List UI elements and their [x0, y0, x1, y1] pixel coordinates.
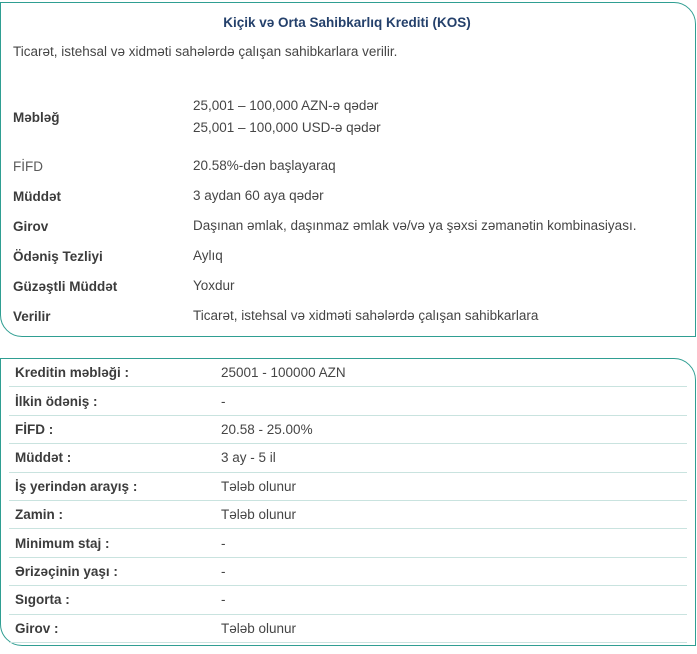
- detail-label: Minimum staj :: [15, 535, 110, 551]
- detail-label: Girov :: [15, 620, 59, 636]
- detail-label: Sıgorta :: [15, 592, 70, 608]
- detail-value: Tələb olunur: [221, 478, 297, 494]
- spec-value-line: 25,001 – 100,000 AZN-ə qədər: [193, 98, 379, 113]
- spec-value: Daşınan əmlak, daşınmaz əmlak və/və ya şəxsi zəmanətin kombinasiyası.: [193, 218, 637, 233]
- spec-label: Müddət: [13, 188, 61, 204]
- detail-row-fifd: [9, 416, 687, 444]
- spec-row-collateral: [13, 215, 681, 237]
- loan-spec-list: [13, 95, 681, 327]
- detail-row-term: [9, 444, 687, 472]
- detail-label: Müddət :: [15, 450, 72, 466]
- detail-row-collateral: [9, 615, 687, 643]
- detail-label: İş yerindən arayış :: [15, 478, 138, 494]
- detail-value: 25001 - 100000 AZN: [221, 365, 346, 381]
- detail-value: -: [221, 393, 226, 409]
- spec-label: Güzəştli Müddət: [13, 278, 118, 294]
- spec-label: Verilir: [13, 308, 51, 324]
- spec-value: 3 aydan 60 aya qədər: [193, 188, 324, 203]
- spec-row-fifd: [13, 155, 681, 177]
- spec-label: Girov: [13, 218, 49, 234]
- spec-label: FİFD: [13, 158, 43, 174]
- loan-title: Kiçik və Orta Sahibkarlıq Krediti (KOS): [223, 15, 471, 30]
- spec-value-line: 25,001 – 100,000 USD-ə qədər: [193, 120, 381, 135]
- spec-row-issued-to: [13, 305, 681, 327]
- spec-value: 20.58%-dən başlayaraq: [193, 158, 336, 173]
- detail-value: Tələb olunur: [221, 620, 297, 636]
- detail-value: Tələb olunur: [221, 507, 297, 523]
- detail-value: -: [221, 592, 226, 608]
- detail-row-credit-amount: [9, 359, 687, 387]
- detail-row-employment-certificate: [9, 473, 687, 501]
- spec-row-term: [13, 185, 681, 207]
- spec-label: Ödəniş Tezliyi: [13, 248, 103, 264]
- detail-label: Ərizəçinin yaşı :: [15, 563, 118, 579]
- detail-row-insurance: [9, 586, 687, 614]
- spec-value: Ticarət, istehsal və xidməti sahələrdə çalışan sahibkarlara: [193, 308, 539, 323]
- detail-row-applicant-age: [9, 558, 687, 586]
- spec-value: Aylıq: [193, 248, 223, 263]
- detail-row-guarantor: [9, 501, 687, 529]
- spec-row-grace-period: [13, 275, 681, 297]
- detail-label: FİFD :: [15, 421, 54, 437]
- detail-value: -: [221, 535, 226, 551]
- spec-label: Məbləğ: [13, 109, 60, 125]
- detail-row-down-payment: [9, 387, 687, 415]
- detail-label: Zamin :: [15, 507, 64, 523]
- spec-value: Yoxdur: [193, 278, 235, 293]
- loan-overview-panel: [0, 2, 696, 337]
- detail-value: -: [221, 563, 226, 579]
- detail-row-minimum-experience: [9, 529, 687, 557]
- detail-value: 3 ay - 5 il: [221, 450, 276, 466]
- loan-subtitle: Ticarət, istehsal və xidməti sahələrdə çalışan sahibkarlara verilir.: [13, 44, 398, 59]
- loan-details-panel: [0, 358, 696, 646]
- spec-row-payment-frequency: [13, 245, 681, 267]
- spec-value: [193, 95, 681, 139]
- detail-label: Kreditin məbləği :: [15, 365, 130, 381]
- spec-row-amount: [13, 95, 681, 139]
- detail-label: İlkin ödəniş :: [15, 393, 98, 409]
- detail-value: 20.58 - 25.00%: [221, 421, 313, 437]
